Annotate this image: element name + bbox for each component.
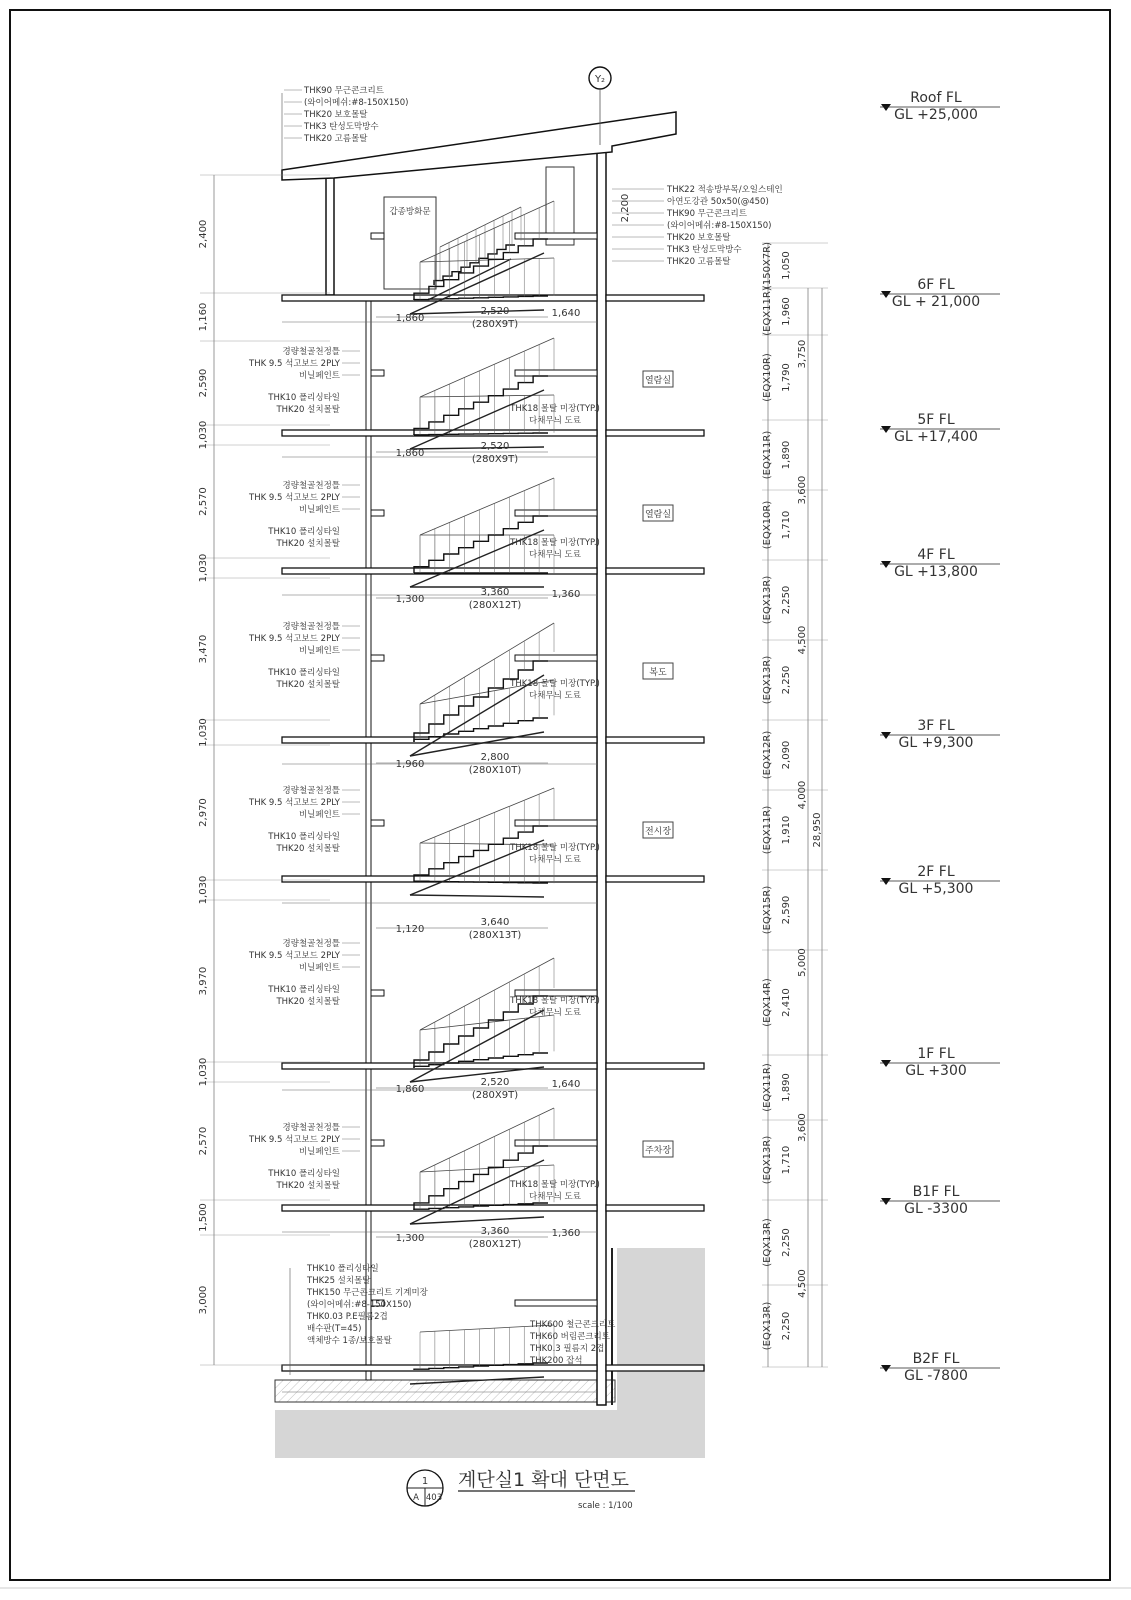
floor-dim-value: 4,500 bbox=[797, 1269, 808, 1298]
stair-note: 다채무늬 도료 bbox=[529, 416, 581, 426]
stair-note: THK18 몰탈 미장(TYP.) bbox=[510, 679, 600, 689]
ceiling-note: THK 9.5 석고보드 2PLY bbox=[249, 1135, 340, 1145]
stair-flight-down-handrail bbox=[420, 338, 554, 397]
step-spec: (280X12T) bbox=[468, 600, 522, 611]
right-dim-risers: (EQX11R) bbox=[762, 430, 773, 480]
run-dim: 2,520 bbox=[480, 441, 510, 452]
mid-landing bbox=[371, 1140, 384, 1146]
base-note: 배수판(T=45) bbox=[307, 1324, 362, 1334]
mid-landing-right bbox=[515, 233, 597, 239]
level-name: 2F FL bbox=[917, 864, 955, 880]
core-wall-right bbox=[597, 145, 606, 1405]
stair-flight-down bbox=[414, 826, 548, 881]
level-elevation: GL +25,000 bbox=[894, 107, 978, 123]
roof-note: THK90 무근콘크리트 bbox=[304, 86, 384, 96]
right-dim-risers: (EQX15R) bbox=[762, 885, 773, 935]
left-dim-value: 3,000 bbox=[198, 1285, 209, 1315]
stair-flight-down-handrail bbox=[420, 201, 554, 262]
floor-note: THK10 폴리싱타일 bbox=[268, 1169, 340, 1179]
door-height-dim: 2,200 bbox=[620, 193, 631, 223]
roof-note: THK3 탄성도막방수 bbox=[304, 122, 379, 132]
stair-flight-down bbox=[414, 1146, 548, 1210]
base-note: 액체방수 1종/보호몰탈 bbox=[307, 1336, 392, 1346]
level-elevation: GL +5,300 bbox=[898, 881, 974, 897]
ceiling-note: 경량철골천정틀 bbox=[282, 622, 340, 632]
ceiling-note: 비닐페인트 bbox=[298, 505, 340, 515]
level-marker-icon bbox=[881, 104, 891, 111]
ceiling-note: 경량철골천정틀 bbox=[282, 939, 340, 949]
floor-slab-right bbox=[606, 430, 704, 436]
left-dim-value: 1,160 bbox=[198, 302, 209, 332]
step-spec: (280X10T) bbox=[468, 765, 522, 776]
level-elevation: GL +300 bbox=[905, 1063, 967, 1079]
ceiling-note: 경량철골천정틀 bbox=[282, 1123, 340, 1133]
roof-wall-left bbox=[326, 170, 334, 295]
room-name: 주차장 bbox=[644, 1146, 672, 1156]
level-marker-icon bbox=[881, 878, 891, 885]
right-dim-value: 1,050 bbox=[781, 251, 792, 280]
ceiling-note: THK 9.5 석고보드 2PLY bbox=[249, 359, 340, 369]
mid-landing-right bbox=[515, 655, 597, 661]
roof-note: (와이어메쉬:#8-150X150) bbox=[304, 98, 409, 108]
landing-dim: 1,120 bbox=[395, 924, 425, 935]
end-dim: 1,360 bbox=[551, 1228, 581, 1239]
mid-landing-right bbox=[515, 820, 597, 826]
floor-dim-value: 3,600 bbox=[797, 475, 808, 505]
floor-note: THK10 폴리싱타일 bbox=[268, 668, 340, 678]
stair-note: 다채무늬 도료 bbox=[529, 1008, 581, 1018]
ceiling-note: 경량철골천정틀 bbox=[282, 347, 340, 357]
stair-note: 다채무늬 도료 bbox=[529, 550, 581, 560]
floor-dim-value: 3,750 bbox=[797, 339, 808, 369]
level-name: 6F FL bbox=[917, 277, 955, 293]
floor-dim-value: 3,600 bbox=[797, 1113, 808, 1142]
right-dim-value: 1,890 bbox=[781, 1073, 792, 1102]
grid-label: Y₂ bbox=[594, 74, 606, 85]
mid-landing-right bbox=[515, 1140, 597, 1146]
level-marker-icon bbox=[881, 291, 891, 298]
right-roof-note: 아연도강관 50x50(@450) bbox=[667, 197, 769, 207]
left-dim-value: 2,570 bbox=[198, 1126, 209, 1156]
stair-note: 다채무늬 도료 bbox=[529, 1192, 581, 1202]
right-dim-value: 2,250 bbox=[781, 1228, 792, 1257]
stair-note: 다채무늬 도료 bbox=[529, 691, 581, 701]
run-dim: 2,520 bbox=[480, 1077, 510, 1088]
left-dim-value: 1,030 bbox=[198, 1057, 209, 1087]
stair-note: 다채무늬 도료 bbox=[529, 855, 581, 865]
stair-flight-soffit bbox=[410, 447, 544, 449]
level-name: Roof FL bbox=[910, 90, 962, 106]
floor-note: THK20 설치몰탈 bbox=[276, 539, 340, 549]
right-dim-value: 2,410 bbox=[781, 988, 792, 1017]
level-elevation: GL +17,400 bbox=[894, 429, 978, 445]
core-wall-left bbox=[366, 300, 371, 1380]
step-spec: (280X9T) bbox=[471, 1090, 519, 1101]
drawing-scale: scale : 1/100 bbox=[578, 1501, 633, 1511]
mid-landing-right bbox=[515, 370, 597, 376]
right-roof-note: THK90 무근콘크리트 bbox=[667, 209, 747, 219]
stair-flight-down bbox=[414, 239, 548, 300]
stair-flight-down-soffit bbox=[410, 1010, 544, 1082]
floor-slab-right bbox=[606, 1365, 704, 1371]
floor-slab-right bbox=[606, 737, 704, 743]
landing-dim: 1,860 bbox=[395, 313, 425, 324]
landing-dim: 1,860 bbox=[395, 448, 425, 459]
right-dim-risers: (EQX10R) bbox=[762, 500, 773, 550]
level-name: 4F FL bbox=[917, 547, 955, 563]
roof-note: THK20 고름몰탈 bbox=[304, 134, 368, 144]
drawing-title: 계단실1 확대 단면도 bbox=[458, 1469, 629, 1491]
left-dim-value: 1,500 bbox=[198, 1203, 209, 1232]
mid-landing-right bbox=[515, 1300, 597, 1306]
right-roof-note: THK3 탄성도막방수 bbox=[667, 245, 742, 255]
floor-dim-value: 5,000 bbox=[797, 948, 808, 977]
right-dim-risers: (150X7R) bbox=[762, 241, 773, 290]
room-name: 열람실 bbox=[644, 510, 672, 520]
level-marker-icon bbox=[881, 732, 891, 739]
landing-dim: 1,960 bbox=[395, 759, 425, 770]
left-dim-value: 2,570 bbox=[198, 487, 209, 516]
left-dim-value: 3,970 bbox=[198, 966, 209, 996]
mid-landing bbox=[371, 510, 384, 516]
mid-landing bbox=[371, 370, 384, 376]
floor-note: THK10 폴리싱타일 bbox=[268, 832, 340, 842]
right-dim-value: 1,790 bbox=[781, 363, 792, 392]
floor-note: THK10 폴리싱타일 bbox=[268, 393, 340, 403]
ceiling-note: THK 9.5 석고보드 2PLY bbox=[249, 493, 340, 503]
roof-note: THK20 보호몰탈 bbox=[304, 110, 368, 120]
right-dim-value: 2,090 bbox=[781, 740, 792, 770]
ceiling-note: 비닐페인트 bbox=[298, 371, 340, 381]
room-name: 전시장 bbox=[644, 827, 672, 837]
right-roof-note: THK20 고름몰탈 bbox=[667, 257, 731, 267]
stair-flight-soffit bbox=[410, 310, 544, 314]
floor-slab-right bbox=[606, 876, 704, 882]
end-dim: 1,640 bbox=[551, 308, 581, 319]
floor-note: THK10 폴리싱타일 bbox=[268, 527, 340, 537]
mid-landing bbox=[371, 233, 384, 239]
left-dim-value: 1,030 bbox=[198, 553, 209, 583]
right-dim-risers: (EQX13R) bbox=[762, 1218, 773, 1267]
stair-flight-down-handrail bbox=[420, 478, 554, 535]
run-dim: 3,640 bbox=[480, 917, 510, 928]
end-dim: 1,360 bbox=[551, 589, 581, 600]
stair-flight-soffit bbox=[410, 895, 544, 897]
step-spec: (280X13T) bbox=[468, 930, 522, 941]
right-dim-risers: (EQX10R) bbox=[762, 353, 773, 402]
run-dim: 2,520 bbox=[480, 306, 510, 317]
stair-note: THK18 몰탈 미장(TYP.) bbox=[510, 538, 600, 548]
ground-fill-base bbox=[275, 1410, 705, 1458]
foundation-slab bbox=[275, 1380, 615, 1402]
room-name: 열람실 bbox=[644, 376, 672, 386]
right-roof-note: (와이어메쉬:#8-150X150) bbox=[667, 221, 772, 231]
level-elevation: GL -7800 bbox=[904, 1368, 968, 1384]
stair-flight-roof-handrail bbox=[440, 207, 521, 247]
floor-note: THK20 설치몰탈 bbox=[276, 1181, 340, 1191]
level-marker-icon bbox=[881, 1198, 891, 1205]
step-spec: (280X12T) bbox=[468, 1239, 522, 1250]
stair-note: THK18 몰탈 미장(TYP.) bbox=[510, 404, 600, 414]
floor-note: THK20 설치몰탈 bbox=[276, 680, 340, 690]
base-note: (와이어메쉬:#8-150X150) bbox=[307, 1300, 412, 1310]
roof-door-label: 갑종방화문 bbox=[389, 207, 431, 217]
room-name: 복도 bbox=[649, 668, 667, 678]
right-dim-value: 1,910 bbox=[781, 815, 792, 845]
right-dim-risers: (EQX11R) bbox=[762, 805, 773, 855]
right-roof-note: THK20 보호몰탈 bbox=[667, 233, 731, 243]
right-dim-risers: (EQX13R) bbox=[762, 1301, 773, 1351]
end-dim: 1,640 bbox=[551, 1079, 581, 1090]
level-name: B2F FL bbox=[912, 1351, 960, 1367]
ceiling-note: 비닐페인트 bbox=[298, 810, 340, 820]
mid-landing bbox=[371, 820, 384, 826]
left-dim-value: 2,970 bbox=[198, 798, 209, 827]
base-note: THK150 무근콘크리트 기계미장 bbox=[307, 1288, 428, 1298]
level-marker-icon bbox=[881, 1365, 891, 1372]
left-dim-value: 1,030 bbox=[198, 875, 209, 905]
sheet-no: 403 bbox=[425, 1493, 443, 1503]
left-dim-value: 3,470 bbox=[198, 634, 209, 664]
right-dim-value: 1,710 bbox=[781, 510, 792, 540]
run-dim: 2,800 bbox=[480, 752, 510, 763]
right-dim-risers: (EQX12R) bbox=[762, 730, 773, 780]
mid-landing bbox=[371, 990, 384, 996]
ceiling-note: THK 9.5 석고보드 2PLY bbox=[249, 951, 340, 961]
step-spec: (280X9T) bbox=[471, 454, 519, 465]
floor-note: THK20 설치몰탈 bbox=[276, 844, 340, 854]
stair-flight-down-soffit bbox=[410, 1160, 544, 1224]
level-marker-icon bbox=[881, 426, 891, 433]
stair-flight-down-handrail bbox=[420, 788, 554, 843]
stair-flight-down-soffit bbox=[410, 390, 544, 449]
ceiling-note: THK 9.5 석고보드 2PLY bbox=[249, 798, 340, 808]
level-elevation: GL -3300 bbox=[904, 1201, 968, 1217]
right-dim-risers: (EQX13R) bbox=[762, 575, 773, 625]
right-dim-value: 1,960 bbox=[781, 297, 792, 326]
level-elevation: GL +13,800 bbox=[894, 564, 978, 580]
ceiling-note: 비닐페인트 bbox=[298, 963, 340, 973]
right-dim-risers: (EQX13R) bbox=[762, 655, 773, 705]
right-dim-risers: (EQX11R) bbox=[762, 1063, 773, 1112]
ceiling-note: 경량철골천정틀 bbox=[282, 481, 340, 491]
stair-note: THK18 몰탈 미장(TYP.) bbox=[510, 843, 600, 853]
stair-flight-handrail bbox=[420, 1165, 554, 1172]
right-dim-value: 2,590 bbox=[781, 895, 792, 925]
ceiling-note: 경량철골천정틀 bbox=[282, 786, 340, 796]
floor-dim-value: 4,000 bbox=[797, 780, 808, 810]
level-name: B1F FL bbox=[912, 1184, 960, 1200]
sheet-number: 1 bbox=[421, 1476, 429, 1487]
base-note: THK10 폴리싱타일 bbox=[307, 1264, 379, 1274]
foundation-note: THK600 철근콘크리트 bbox=[530, 1320, 616, 1330]
level-elevation: GL + 21,000 bbox=[891, 294, 981, 310]
right-dim-value: 2,250 bbox=[781, 665, 792, 695]
ceiling-note: 비닐페인트 bbox=[298, 646, 340, 656]
total-height: 28,950 bbox=[812, 812, 823, 848]
landing-dim: 1,300 bbox=[395, 594, 425, 605]
right-dim-value: 1,710 bbox=[781, 1145, 792, 1175]
mid-landing bbox=[371, 655, 384, 661]
foundation-note: THK0.3 필름지 2겹 bbox=[530, 1344, 605, 1354]
right-dim-risers: (EQX11R) bbox=[762, 287, 773, 336]
floor-slab-right bbox=[606, 1063, 704, 1069]
left-dim-value: 1,030 bbox=[198, 420, 209, 450]
landing-dim: 1,300 bbox=[395, 1233, 425, 1244]
floor-note: THK20 설치몰탈 bbox=[276, 997, 340, 1007]
right-dim-risers: (EQX14R) bbox=[762, 978, 773, 1027]
drawing-layer bbox=[198, 67, 1000, 1511]
level-name: 3F FL bbox=[917, 718, 955, 734]
stair-note: THK18 몰탈 미장(TYP.) bbox=[510, 996, 600, 1006]
base-note: THK0.03 P.E필름2겹 bbox=[307, 1312, 388, 1322]
ceiling-note: 비닐페인트 bbox=[298, 1147, 340, 1157]
left-dim-value: 2,590 bbox=[198, 368, 209, 398]
floor-note: THK20 설치몰탈 bbox=[276, 405, 340, 415]
stair-flight-handrail bbox=[420, 395, 554, 397]
run-dim: 3,360 bbox=[480, 1226, 510, 1237]
mid-landing-right bbox=[515, 510, 597, 516]
right-dim-value: 2,250 bbox=[781, 585, 792, 615]
run-dim: 3,360 bbox=[480, 587, 510, 598]
level-marker-icon bbox=[881, 561, 891, 568]
level-name: 5F FL bbox=[917, 412, 955, 428]
right-dim-value: 1,890 bbox=[781, 440, 792, 470]
foundation-note: THK60 버림콘크리트 bbox=[530, 1332, 610, 1342]
floor-note: THK10 폴리싱타일 bbox=[268, 985, 340, 995]
stair-flight-down bbox=[414, 996, 548, 1068]
landing-dim: 1,860 bbox=[395, 1084, 425, 1095]
sheet-ref: A bbox=[413, 1493, 419, 1503]
right-dim-value: 2,250 bbox=[781, 1311, 792, 1341]
stair-flight-soffit bbox=[410, 1217, 544, 1224]
left-dim-value: 1,030 bbox=[198, 718, 209, 747]
stair-note: THK18 몰탈 미장(TYP.) bbox=[510, 1180, 600, 1190]
floor-slab-right bbox=[606, 295, 704, 301]
floor-dim-value: 4,500 bbox=[797, 625, 808, 655]
ceiling-note: THK 9.5 석고보드 2PLY bbox=[249, 634, 340, 644]
left-dim-value: 2,400 bbox=[198, 219, 209, 249]
level-elevation: GL +9,300 bbox=[898, 735, 974, 751]
level-name: 1F FL bbox=[917, 1046, 955, 1062]
step-spec: (280X9T) bbox=[471, 319, 519, 330]
right-dim-risers: (EQX13R) bbox=[762, 1135, 773, 1185]
floor-slab-right bbox=[606, 1205, 704, 1211]
level-marker-icon bbox=[881, 1060, 891, 1067]
base-note: THK25 설치몰탈 bbox=[307, 1276, 371, 1286]
right-roof-note: THK22 적송방부목/오일스테인 bbox=[667, 185, 783, 195]
foundation-note: THK200 잡석 bbox=[530, 1356, 583, 1366]
floor-slab-right bbox=[606, 568, 704, 574]
